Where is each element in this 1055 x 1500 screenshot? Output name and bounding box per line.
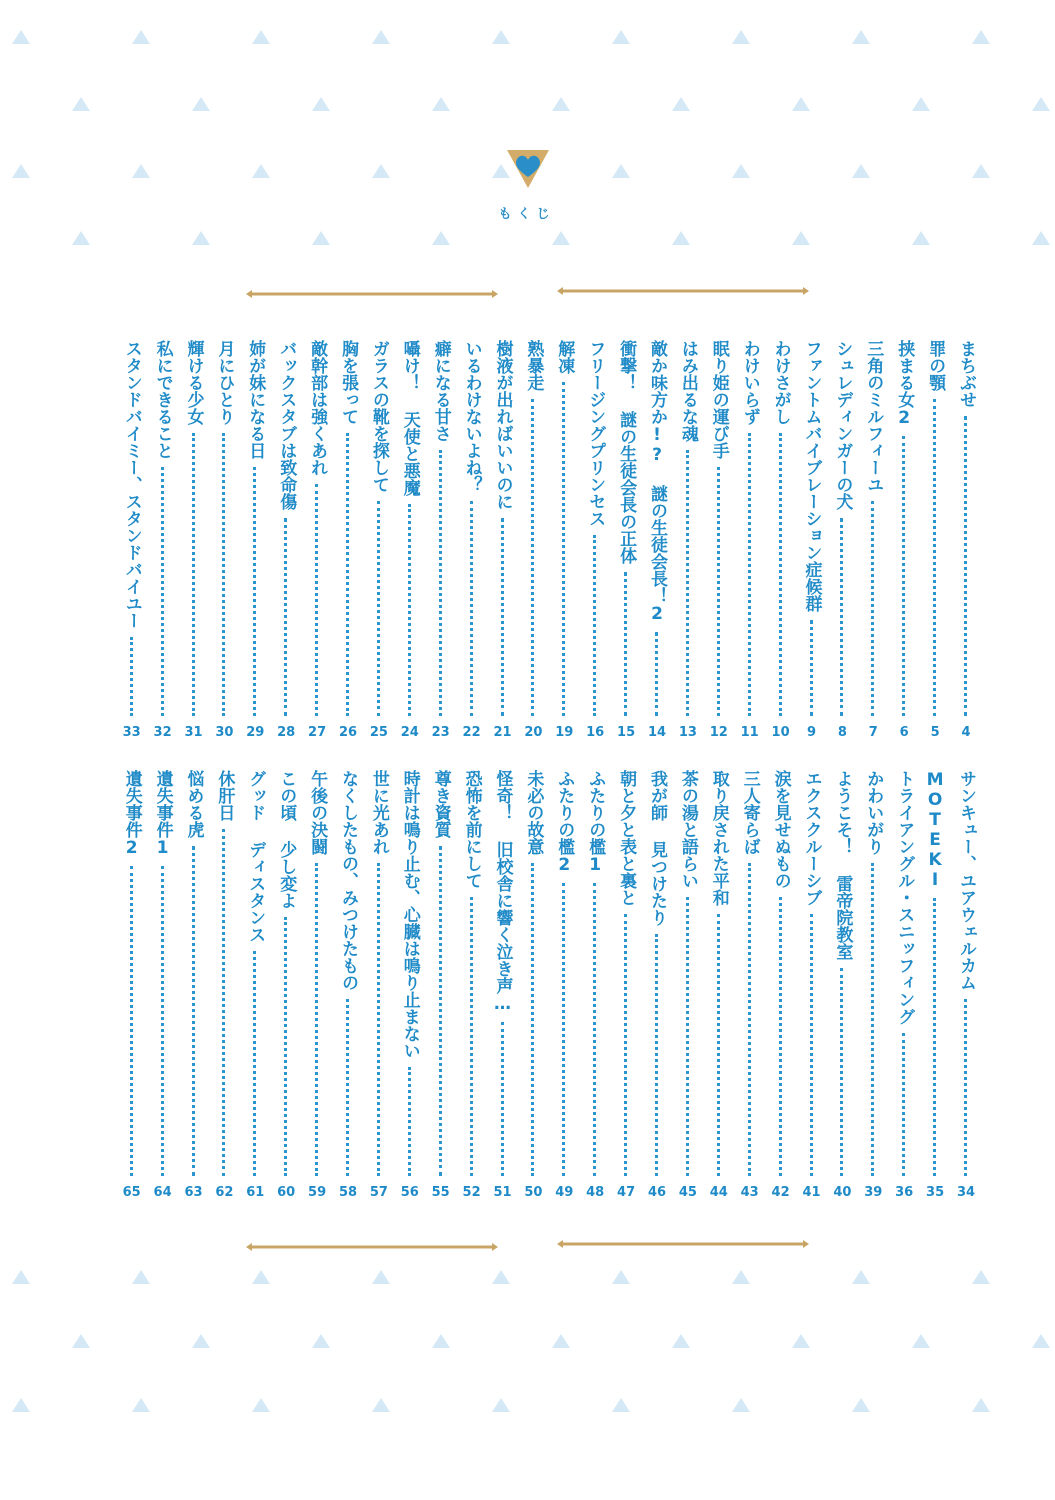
gold-rule-bottom-right <box>557 1237 809 1251</box>
toc-entry-page: 10 <box>771 725 790 740</box>
toc-entry-page: 56 <box>400 1185 419 1200</box>
toc-entry-title: トライアングル・スニッフィング <box>894 770 915 1025</box>
toc-dot-leader <box>748 433 751 716</box>
toc-entry-page: 46 <box>647 1185 667 1200</box>
triangle-pattern-mark <box>972 164 990 178</box>
triangle-pattern-mark <box>372 1398 390 1412</box>
toc-entry-page: 39 <box>864 1185 883 1200</box>
toc-entry-page: 11 <box>740 725 759 740</box>
toc-entry[interactable] <box>118 770 146 1200</box>
toc-dot-leader <box>531 399 534 716</box>
triangle-pattern-mark <box>972 1398 990 1412</box>
triangle-pattern-mark <box>852 164 870 178</box>
toc-entry-page: 61 <box>246 1185 265 1200</box>
triangle-pattern-mark <box>912 231 930 245</box>
triangle-pattern-mark <box>432 97 450 111</box>
toc-entry-title: 衝撃！ 謎の生徒会長の正体 <box>616 340 637 564</box>
toc-entry[interactable] <box>643 340 671 740</box>
toc-entry-title: 遺失事件2 <box>121 770 142 858</box>
toc-entry[interactable] <box>798 340 826 740</box>
toc-entry-page: 58 <box>338 1185 358 1200</box>
toc-entry-page: 50 <box>524 1185 543 1200</box>
toc-dot-leader <box>315 863 318 1176</box>
triangle-pattern-mark <box>72 231 90 245</box>
triangle-pattern-mark <box>372 1270 390 1284</box>
toc-entry-title: グッド ディスタンス <box>245 770 266 943</box>
toc-entry-page: 24 <box>400 725 419 740</box>
toc-entry-title: フリージングプリンセス <box>585 340 606 527</box>
toc-entry[interactable] <box>272 340 300 740</box>
toc-entry[interactable] <box>736 340 764 740</box>
toc-entry[interactable] <box>303 770 331 1200</box>
toc-entry[interactable] <box>396 340 424 740</box>
toc-entry-title: わけいらず <box>739 340 760 425</box>
toc-entry[interactable] <box>241 340 269 740</box>
toc-dot-leader <box>840 968 843 1176</box>
triangle-pattern-mark <box>552 1334 570 1348</box>
toc-dot-leader <box>717 914 720 1176</box>
toc-dot-leader <box>593 883 596 1176</box>
triangle-pattern-mark <box>972 30 990 44</box>
toc-dot-leader <box>531 863 534 1176</box>
toc-dot-leader <box>871 501 874 716</box>
toc-dot-leader <box>192 846 195 1176</box>
toc-entry-page: 5 <box>930 725 940 740</box>
toc-entry[interactable] <box>798 770 826 1200</box>
toc-dot-leader <box>284 518 287 716</box>
toc-entry-page: 23 <box>431 725 450 740</box>
triangle-pattern-mark <box>792 97 810 111</box>
toc-entry-page: 34 <box>956 1185 976 1200</box>
triangle-pattern-mark <box>372 164 390 178</box>
toc-dot-leader <box>161 467 164 716</box>
triangle-pattern-mark <box>672 97 690 111</box>
gold-rule-top-left <box>246 287 498 301</box>
triangle-pattern-mark <box>132 1398 150 1412</box>
toc-entry[interactable] <box>890 340 918 740</box>
toc-dot-leader <box>470 501 473 716</box>
toc-entry-title: 罪の顎 <box>925 340 946 391</box>
triangle-pattern-mark <box>852 30 870 44</box>
toc-entry-title: 午後の決闘 <box>307 770 328 855</box>
toc-entry-page: 15 <box>617 725 636 740</box>
toc-section-2 <box>100 770 980 1200</box>
toc-entry[interactable] <box>828 340 856 740</box>
toc-entry-title: はみ出るな魂 <box>677 340 698 442</box>
toc-entry-title: 遺失事件1 <box>152 770 173 858</box>
toc-dot-leader <box>871 863 874 1176</box>
toc-entry[interactable] <box>241 770 269 1200</box>
toc-dot-leader <box>748 863 751 1176</box>
toc-entry-title: MOTEKI <box>925 770 946 890</box>
toc-dot-leader <box>593 535 596 716</box>
toc-dot-leader <box>933 399 936 716</box>
toc-entry-title: この頃 少し変よ <box>276 770 297 909</box>
triangle-pattern-mark <box>12 1270 30 1284</box>
toc-entry-page: 21 <box>493 725 512 740</box>
toc-dot-leader <box>377 863 380 1176</box>
toc-entry[interactable] <box>365 770 393 1200</box>
toc-dot-leader <box>408 1067 411 1176</box>
toc-dot-leader <box>933 898 936 1176</box>
toc-dot-leader <box>284 917 287 1176</box>
toc-entry[interactable] <box>149 770 177 1200</box>
toc-entry-page: 13 <box>678 725 697 740</box>
toc-dot-leader <box>439 450 442 716</box>
toc-entry[interactable] <box>550 770 578 1200</box>
triangle-pattern-mark <box>972 1270 990 1284</box>
toc-entry-title: 挟まる女2 <box>894 340 915 428</box>
toc-entry-title: 私にできること <box>152 340 173 459</box>
toc-entry-title: ふたりの檻1 <box>585 770 606 875</box>
toc-entry[interactable] <box>921 340 949 740</box>
toc-section-1 <box>100 340 980 740</box>
toc-dot-leader <box>161 866 164 1176</box>
toc-entry-title: 時計は鳴り止む、心臓は鳴り止まない <box>399 770 420 1059</box>
toc-entry[interactable] <box>921 770 949 1200</box>
toc-entry-title: 怪奇！ 旧校舎に響く泣き声… <box>492 770 513 1014</box>
toc-entry-page: 60 <box>277 1185 296 1200</box>
toc-entry-title: 三角のミルフィーユ <box>863 340 884 493</box>
toc-entry-title: 月にひとり <box>214 340 235 425</box>
toc-entry[interactable] <box>458 340 486 740</box>
toc-dot-leader <box>779 897 782 1176</box>
toc-entry-title: わけさがし <box>770 340 791 425</box>
toc-dot-leader <box>408 504 411 716</box>
triangle-pattern-mark <box>1032 1334 1050 1348</box>
toc-entry-page: 52 <box>462 1185 481 1200</box>
triangle-pattern-mark <box>1032 231 1050 245</box>
toc-entry-page: 9 <box>806 725 817 740</box>
triangle-pattern-mark <box>372 30 390 44</box>
toc-entry-title: 囁け！ 天使と悪魔 <box>399 340 420 496</box>
toc-entry-page: 49 <box>555 1185 574 1200</box>
triangle-pattern-mark <box>192 231 210 245</box>
toc-entry-page: 22 <box>462 725 481 740</box>
toc-entry-title: 尊き資質 <box>430 770 451 838</box>
toc-dot-leader <box>562 382 565 716</box>
gold-rule-top-right <box>557 284 809 298</box>
toc-entry-title: 癖になる甘さ <box>430 340 451 442</box>
triangle-pattern-mark <box>492 1270 510 1284</box>
toc-entry-title: サンキュー、ユアウェルカム <box>956 770 976 991</box>
toc-dot-leader <box>902 436 905 716</box>
toc-dot-leader <box>562 883 565 1176</box>
toc-entry[interactable] <box>612 340 640 740</box>
triangle-pattern-mark <box>432 231 450 245</box>
toc-entry[interactable] <box>952 340 980 740</box>
triangle-pattern-mark <box>492 30 510 44</box>
triangle-pattern-mark <box>312 1334 330 1348</box>
toc-entry[interactable] <box>334 770 362 1200</box>
toc-entry-title: かわいがり <box>863 770 884 855</box>
toc-dot-leader <box>222 829 225 1176</box>
triangle-pattern-mark <box>192 1334 210 1348</box>
toc-entry-page: 65 <box>122 1185 141 1200</box>
toc-dot-leader <box>655 934 658 1176</box>
triangle-pattern-mark <box>552 97 570 111</box>
toc-entry[interactable] <box>612 770 640 1200</box>
toc-entry[interactable] <box>149 340 177 740</box>
toc-entry-title: まちぶせ <box>956 340 976 408</box>
toc-entry-page: 25 <box>369 725 388 740</box>
toc-entry[interactable] <box>334 340 362 740</box>
toc-entry-title: 世に光あれ <box>368 770 389 855</box>
triangle-pattern-mark <box>1032 97 1050 111</box>
triangle-pattern-mark <box>252 30 270 44</box>
toc-entry-page: 12 <box>709 725 728 740</box>
toc-entry-title: 解凍 <box>554 340 575 374</box>
toc-entry[interactable] <box>859 340 887 740</box>
triangle-pattern-mark <box>852 1270 870 1284</box>
toc-entry-title: ガラスの靴を探して <box>368 340 389 493</box>
toc-dot-leader <box>964 416 967 716</box>
toc-entry-title: 樹液が出ればいいのに <box>492 340 513 510</box>
toc-entry-title: 取り戻された平和 <box>708 770 729 906</box>
toc-entry-page: 30 <box>215 725 234 740</box>
toc-dot-leader <box>253 467 256 716</box>
triangle-pattern-mark <box>252 1270 270 1284</box>
triangle-pattern-mark <box>612 30 630 44</box>
toc-entry[interactable] <box>550 340 578 740</box>
toc-entry-page: 35 <box>926 1185 945 1200</box>
toc-entry-page: 63 <box>184 1185 203 1200</box>
triangle-pattern-mark <box>672 1334 690 1348</box>
toc-entry-page: 57 <box>369 1185 388 1200</box>
triangle-pattern-mark <box>12 164 30 178</box>
toc-entry-page: 29 <box>246 725 265 740</box>
toc-entry[interactable] <box>581 340 609 740</box>
toc-dot-leader <box>717 467 720 716</box>
toc-entry-title: 姉が妹になる日 <box>245 340 266 459</box>
toc-entry[interactable] <box>581 770 609 1200</box>
toc-entry[interactable] <box>519 340 547 740</box>
triangle-pattern-mark <box>672 231 690 245</box>
triangle-pattern-mark <box>252 1398 270 1412</box>
toc-entry[interactable] <box>736 770 764 1200</box>
triangle-pattern-mark <box>312 231 330 245</box>
toc-entry-title: 茶の湯と語らい <box>677 770 698 889</box>
toc-entry[interactable] <box>365 340 393 740</box>
triangle-pattern-mark <box>792 1334 810 1348</box>
toc-entry[interactable] <box>180 770 208 1200</box>
toc-entry-title: 輝ける少女 <box>183 340 204 425</box>
toc-entry[interactable] <box>952 770 980 1200</box>
toc-entry-title: 敵幹部は強くあれ <box>307 340 328 476</box>
toc-entry[interactable] <box>890 770 918 1200</box>
toc-entry[interactable] <box>489 340 517 740</box>
toc-entry-page: 45 <box>678 1185 697 1200</box>
toc-entry[interactable] <box>489 770 517 1200</box>
toc-entry-page: 64 <box>153 1185 172 1200</box>
toc-entry-page: 43 <box>740 1185 759 1200</box>
triangle-pattern-mark <box>852 1398 870 1412</box>
toc-entry-page: 44 <box>709 1185 728 1200</box>
toc-dot-leader <box>377 501 380 716</box>
triangle-pattern-mark <box>792 231 810 245</box>
toc-dot-leader <box>130 866 133 1176</box>
triangle-pattern-mark <box>432 1334 450 1348</box>
toc-entry-title: ふたりの檻2 <box>554 770 575 875</box>
toc-entry-title: 敵か味方か!? 謎の生徒会長！2 <box>647 340 667 624</box>
toc-entry-page: 20 <box>524 725 543 740</box>
toc-entry[interactable] <box>272 770 300 1200</box>
toc-entry-page: 51 <box>493 1185 512 1200</box>
toc-entry-page: 26 <box>338 725 358 740</box>
toc-entry-title: 眠り姫の運び手 <box>708 340 729 459</box>
triangle-pattern-mark <box>192 97 210 111</box>
toc-entry[interactable] <box>519 770 547 1200</box>
page-title: もくじ <box>498 207 556 222</box>
toc-entry[interactable] <box>427 770 455 1200</box>
toc-dot-leader <box>686 450 689 716</box>
toc-entry-title: 三人寄らば <box>739 770 760 855</box>
toc-entry-title: エクスクルーシブ <box>801 770 822 906</box>
toc-entry-page: 7 <box>868 725 878 740</box>
toc-entry-title: 休肝日 <box>214 770 235 821</box>
heart-in-triangle-icon <box>505 146 551 192</box>
toc-entry-title: 恐怖を前にして <box>461 770 482 889</box>
triangle-pattern-mark <box>492 1398 510 1412</box>
toc-entry[interactable] <box>427 340 455 740</box>
toc-entry[interactable] <box>767 340 795 740</box>
toc-dot-leader <box>624 914 627 1176</box>
toc-entry-page: 48 <box>586 1185 605 1200</box>
toc-entry-title: 胸を張って <box>338 340 358 425</box>
toc-dot-leader <box>501 1022 504 1176</box>
triangle-pattern-mark <box>612 1398 630 1412</box>
toc-entry-title: 未必の故意 <box>523 770 544 855</box>
triangle-pattern-mark <box>12 30 30 44</box>
triangle-pattern-mark <box>732 1398 750 1412</box>
toc-dot-leader <box>130 637 133 716</box>
toc-entry[interactable] <box>118 340 146 740</box>
toc-entry-title: ファントムバイブレーション症候群 <box>801 340 822 612</box>
toc-entry[interactable] <box>705 340 733 740</box>
triangle-pattern-mark <box>252 164 270 178</box>
toc-entry-title: ようこそ！ 雷帝院教室 <box>832 770 853 960</box>
toc-dot-leader <box>810 620 813 716</box>
triangle-pattern-mark <box>732 30 750 44</box>
toc-entry[interactable] <box>396 770 424 1200</box>
toc-entry-page: 55 <box>431 1185 450 1200</box>
toc-entry[interactable] <box>643 770 671 1200</box>
triangle-pattern-mark <box>912 97 930 111</box>
toc-entry-page: 47 <box>617 1185 636 1200</box>
toc-entry-page: 31 <box>184 725 203 740</box>
toc-entry[interactable] <box>859 770 887 1200</box>
toc-entry-page: 16 <box>586 725 605 740</box>
toc-entry-title: シュレディンガーの犬 <box>832 340 853 510</box>
triangle-pattern-mark <box>12 1398 30 1412</box>
toc-entry-page: 4 <box>961 725 971 740</box>
toc-dot-leader <box>779 433 782 716</box>
toc-dot-leader <box>810 914 813 1176</box>
toc-entry-page: 62 <box>215 1185 234 1200</box>
toc-dot-leader <box>470 897 473 1176</box>
triangle-pattern-mark <box>132 164 150 178</box>
toc-entry-page: 40 <box>833 1185 852 1200</box>
toc-dot-leader <box>902 1033 905 1176</box>
triangle-pattern-mark <box>552 231 570 245</box>
toc-entry-page: 41 <box>802 1185 821 1200</box>
toc-entry[interactable] <box>705 770 733 1200</box>
toc-entry-page: 59 <box>308 1185 327 1200</box>
toc-dot-leader <box>222 433 225 716</box>
toc-dot-leader <box>192 433 195 716</box>
toc-entry[interactable] <box>674 770 702 1200</box>
toc-entry[interactable] <box>767 770 795 1200</box>
toc-dot-leader <box>655 632 658 716</box>
toc-entry-page: 33 <box>122 725 141 740</box>
toc-entry-page: 6 <box>899 725 909 740</box>
toc-entry-title: 涙を見せぬもの <box>770 770 791 889</box>
toc-entry[interactable] <box>828 770 856 1200</box>
triangle-pattern-bottom <box>0 1270 1055 1450</box>
toc-entry-page: 14 <box>647 725 667 740</box>
gold-rule-bottom-left <box>246 1240 498 1254</box>
toc-entry-page: 42 <box>771 1185 790 1200</box>
toc-entry[interactable] <box>210 340 238 740</box>
toc-entry-page: 27 <box>308 725 327 740</box>
triangle-pattern-mark <box>732 164 750 178</box>
triangle-pattern-mark <box>912 1334 930 1348</box>
toc-entry-page: 36 <box>895 1185 914 1200</box>
toc-dot-leader <box>501 518 504 716</box>
triangle-pattern-mark <box>312 97 330 111</box>
toc-dot-leader <box>346 999 349 1176</box>
toc-entry-title: 我が師 見つけたり <box>647 770 667 926</box>
toc-entry-title: なくしたもの、みつけたもの <box>338 770 358 991</box>
triangle-pattern-mark <box>732 1270 750 1284</box>
toc-dot-leader <box>840 518 843 716</box>
toc-entry-page: 28 <box>277 725 296 740</box>
toc-entry-page: 8 <box>837 725 847 740</box>
triangle-pattern-mark <box>72 97 90 111</box>
toc-dot-leader <box>624 572 627 716</box>
triangle-pattern-mark <box>612 164 630 178</box>
toc-entry-title: 悩める虎 <box>183 770 204 838</box>
toc-entry[interactable] <box>303 340 331 740</box>
toc-entry[interactable] <box>674 340 702 740</box>
toc-entry[interactable] <box>180 340 208 740</box>
toc-dot-leader <box>686 897 689 1176</box>
triangle-pattern-mark <box>132 30 150 44</box>
toc-entry[interactable] <box>458 770 486 1200</box>
toc-dot-leader <box>315 484 318 716</box>
triangle-pattern-mark <box>72 1334 90 1348</box>
toc-entry-title: スタンドバイミー、スタンドバイユー <box>121 340 142 629</box>
toc-dot-leader <box>439 846 442 1176</box>
toc-entry-title: 熟暴走 <box>523 340 544 391</box>
toc-entry-title: バックスタブは致命傷 <box>276 340 297 510</box>
triangle-pattern-mark <box>612 1270 630 1284</box>
toc-entry-title: いるわけないよね？ <box>461 340 482 493</box>
toc-entry-title: 朝と夕と表と裏と <box>616 770 637 906</box>
toc-entry-page: 32 <box>153 725 172 740</box>
toc-dot-leader <box>253 951 256 1176</box>
toc-dot-leader <box>964 999 967 1176</box>
toc-entry[interactable] <box>210 770 238 1200</box>
toc-dot-leader <box>346 433 349 716</box>
toc-entry-page: 19 <box>555 725 574 740</box>
triangle-pattern-mark <box>132 1270 150 1284</box>
